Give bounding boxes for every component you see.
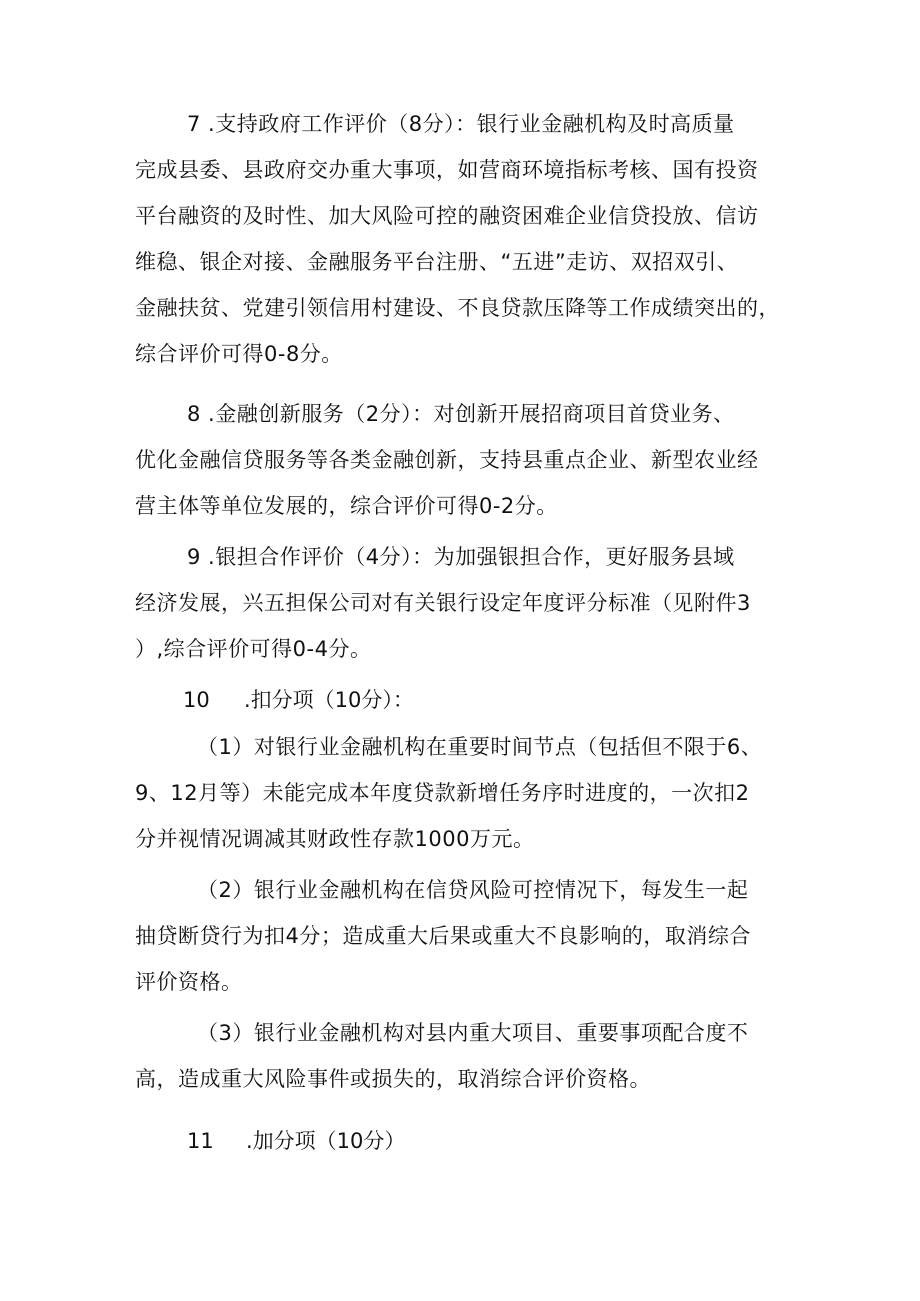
- text-line: 维稳、银企对接、金融服务平台注册、“五进”走访、双招双引、: [135, 250, 739, 274]
- text-line: （2）银行业金融机构在信贷风险可控情况下，每发生一起: [197, 878, 749, 902]
- text-line: 7 .支持政府工作评价（8分）：银行业金融机构及时高质量: [187, 112, 735, 136]
- text-line: 9 .银担合作评价（4分）：为加强银担合作，更好服务县域: [187, 545, 735, 569]
- paragraph-item-10-1: [135, 724, 795, 862]
- text-line: 综合评价可得0-8分。: [135, 342, 343, 366]
- text-line: 抽贷断贷行为扣4分；造成重大后果或重大不良影响的，取消综合: [135, 924, 751, 948]
- item-11-title: .加分项（10分）: [246, 1129, 406, 1153]
- text-line: 9、12月等）未能完成本年度贷款新增任务序时进度的，一次扣2: [135, 781, 750, 805]
- paragraph-item-9: [135, 534, 795, 672]
- text-line: 完成县委、县政府交办重大事项，如营商环境指标考核、国有投资: [135, 158, 759, 182]
- item-10-title: .扣分项（10分）：: [244, 688, 414, 712]
- item-11-number: 11: [187, 1129, 214, 1153]
- text-line: 营主体等单位发展的，综合评价可得0-2分。: [135, 494, 558, 518]
- text-line: （1）对银行业金融机构在重要时间节点（包括但不限于6、: [197, 735, 763, 759]
- text-line: 8 .金融创新服务（2分）：对创新开展招商项目首贷业务、: [187, 402, 735, 426]
- text-line: 平台融资的及时性、加大风险可控的融资困难企业信贷投放、信访: [135, 204, 759, 228]
- paragraph-item-10-2: [135, 867, 795, 1005]
- text-line: （3）银行业金融机构对县内重大项目、重要事项配合度不: [197, 1021, 749, 1045]
- paragraph-item-10-3: [135, 1010, 795, 1102]
- paragraph-item-7: [135, 101, 795, 377]
- text-line: 金融扶贫、党建引领信用村建设、不良贷款压降等工作成绩突出的，: [135, 296, 780, 320]
- text-line: 经济发展，兴五担保公司对有关银行设定年度评分标准（见附件3: [135, 591, 751, 615]
- item-10-number: 10: [183, 688, 210, 712]
- paragraph-item-8: [135, 391, 795, 529]
- text-line: 优化金融信贷服务等各类金融创新，支持县重点企业、新型农业经: [135, 448, 759, 472]
- text-line: ）,综合评价可得0-4分。: [135, 637, 372, 661]
- text-line: 高，造成重大风险事件或损失的，取消综合评价资格。: [135, 1067, 651, 1091]
- text-line: 分并视情况调减其财政性存款1000万元。: [135, 827, 535, 851]
- text-line: 评价资格。: [135, 970, 243, 994]
